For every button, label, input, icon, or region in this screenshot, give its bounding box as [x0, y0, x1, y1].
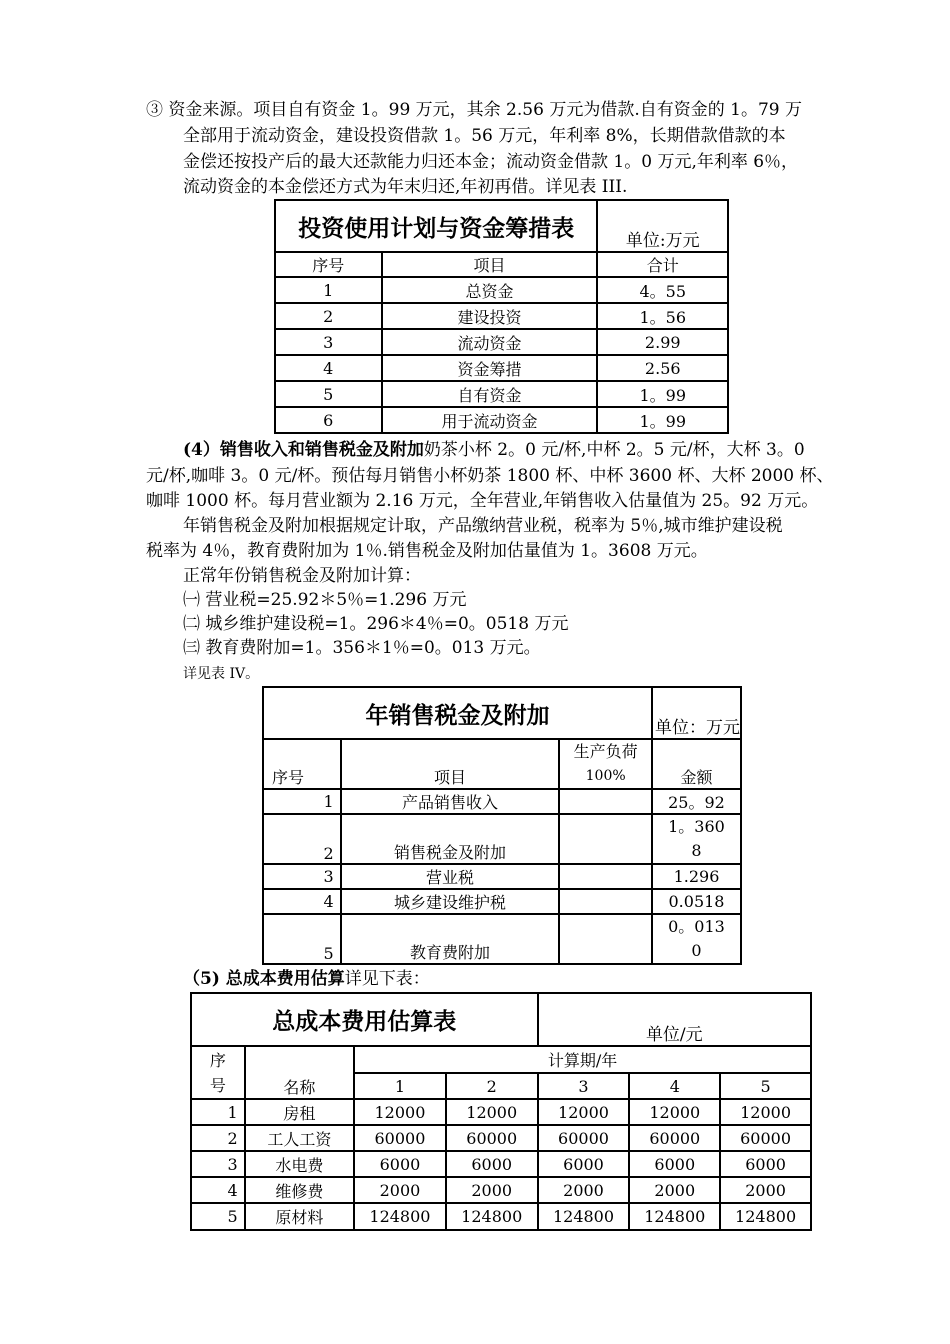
cell-load: [559, 864, 652, 889]
cell-load: [559, 789, 652, 814]
sales-line-3: 咖啡 1000 杯。每月营业额为 2.16 万元，全年营业,年销售收入估量值为 25。92 万元。: [146, 491, 819, 511]
sales-line-6: 正常年份销售税金及附加计算：: [183, 566, 421, 586]
cell-value: 124800: [629, 1203, 720, 1230]
cell-no: 4: [191, 1177, 245, 1203]
cell-amount: [652, 914, 741, 964]
table-row: [263, 889, 741, 914]
cell-item: 产品销售收入: [341, 789, 560, 814]
cell-value: 6000: [354, 1151, 446, 1177]
cell-item: 城乡建设维护税: [341, 889, 560, 914]
cell-no: 2: [275, 303, 382, 329]
amount-part-2: 8: [691, 841, 702, 860]
table4-header-no: 序号: [263, 739, 341, 789]
table-row: [191, 1177, 811, 1203]
table-row: [263, 789, 741, 814]
cell-load: [559, 889, 652, 914]
cell-item: 总资金: [382, 277, 598, 303]
total-cost-table: [190, 992, 812, 1231]
cell-value: 60000: [720, 1125, 811, 1151]
cell-item: 资金筹措: [382, 355, 598, 381]
cell-value: 124800: [538, 1203, 630, 1230]
sales-line-4: 年销售税金及附加根据规定计取，产品缴纳营业税，税率为 5％,城市维护建设税: [183, 516, 783, 536]
cell-value: 6000: [629, 1151, 720, 1177]
cell-value: 12000: [354, 1099, 446, 1125]
cell-no: 5: [191, 1203, 245, 1230]
calc-line-3: ㈢ 教育费附加=1。356＊1％=0。013 万元。: [183, 638, 541, 658]
capital-line-4: 流动资金的本金偿还方式为年末归还,年初再借。详见表 III.: [183, 177, 628, 197]
amount-part-1: 0。013: [668, 917, 725, 936]
cell-value: 6000: [446, 1151, 538, 1177]
cell-item: 销售税金及附加: [341, 814, 560, 864]
cell-name: 维修费: [245, 1177, 354, 1203]
cell-load: [559, 814, 652, 864]
cell-item: 营业税: [341, 864, 560, 889]
table3-unit: 单位:万元: [597, 200, 728, 252]
table5-header-period: 计算期/年: [354, 1046, 811, 1073]
cell-value: 12000: [629, 1099, 720, 1125]
cell-name: 工人工资: [245, 1125, 354, 1151]
cell-no: 1: [275, 277, 382, 303]
cell-value: 2000: [720, 1177, 811, 1203]
cell-amount: [652, 814, 741, 864]
cell-no: 3: [191, 1151, 245, 1177]
header-no-part-2: 号: [209, 1075, 226, 1095]
cell-no: 5: [263, 914, 341, 964]
sales-line-1: [183, 438, 805, 462]
cell-value: 60000: [446, 1125, 538, 1151]
load-label: 生产负荷: [573, 742, 638, 761]
cell-amount: 25。92: [652, 789, 741, 814]
load-percent: 100%: [585, 768, 626, 784]
cell-item: 教育费附加: [341, 914, 560, 964]
table4-unit: 单位：万元: [652, 687, 741, 739]
capital-line-2: 全部用于流动资金，建设投资借款 1。56 万元，年利率 8%，长期借款借款的本: [183, 126, 786, 146]
cell-item: 自有资金: [382, 381, 598, 407]
cell-total: 4。55: [597, 277, 728, 303]
cell-no: 2: [263, 814, 341, 864]
table3-header-no: 序号: [275, 252, 382, 277]
cell-value: 2000: [538, 1177, 630, 1203]
cell-no: 3: [263, 864, 341, 889]
cell-value: 124800: [446, 1203, 538, 1230]
table5-header-no: [191, 1046, 245, 1099]
cell-value: 6000: [720, 1151, 811, 1177]
calc-line-1: ㈠ 营业税=25.92＊5％=1.296 万元: [183, 590, 467, 610]
sales-heading: (4）销售收入和销售税金及附加: [183, 440, 424, 460]
sales-line-2: 元/杯,咖啡 3。0 元/杯。预估每月销售小杯奶茶 1800 杯、中杯 3600 杯、大杯 2000 杯、: [146, 466, 834, 486]
sales-text: 奶茶小杯 2。0 元/杯,中杯 2。5 元/杯，大杯 3。0: [423, 440, 805, 460]
table-row: [275, 355, 728, 381]
year-5: 5: [720, 1073, 811, 1099]
cell-value: 12000: [538, 1099, 630, 1125]
cell-value: 2000: [446, 1177, 538, 1203]
year-1: 1: [354, 1073, 446, 1099]
cell-no: 2: [191, 1125, 245, 1151]
header-no-part-1: 序: [209, 1050, 226, 1070]
cell-value: 6000: [538, 1151, 630, 1177]
sales-line-5: 税率为 4％，教育费附加为 1％.销售税金及附加估量值为 1。3608 万元。: [146, 541, 708, 561]
cell-name: 原材料: [245, 1203, 354, 1230]
cell-value: 2000: [629, 1177, 720, 1203]
cell-total: 1。99: [597, 381, 728, 407]
cell-no: 4: [263, 889, 341, 914]
table3-title: 投资使用计划与资金筹措表: [275, 200, 597, 252]
table4-header-load: [559, 739, 652, 789]
table4-header-item: 项目: [341, 739, 560, 789]
cell-value: 60000: [538, 1125, 630, 1151]
capital-line-1: ③ 资金来源。项目自有资金 1。99 万元，其余 2.56 万元为借款.自有资金的 1。79 万: [146, 100, 802, 120]
cell-value: 60000: [629, 1125, 720, 1151]
cell-value: 12000: [446, 1099, 538, 1125]
calc-line-2: ㈡ 城乡维护建设税=1。296＊4％=0。0518 万元: [183, 614, 569, 634]
see-table-4: 详见表 IV。: [183, 666, 260, 682]
investment-plan-table: [274, 199, 729, 434]
table-row: [275, 329, 728, 355]
cell-total: 2.56: [597, 355, 728, 381]
cell-load: [559, 914, 652, 964]
cell-no: 4: [275, 355, 382, 381]
cost-tail: 详见下表：: [344, 969, 430, 989]
amount-part-2: 0: [691, 941, 702, 960]
capital-line-3: 金偿还按投产后的最大还款能力归还本金；流动资金借款 1。0 万元,年利率 6％，: [183, 152, 799, 172]
sales-tax-table: [262, 686, 742, 965]
cell-no: 5: [275, 381, 382, 407]
amount-part-1: 1。360: [668, 817, 725, 836]
cell-name: 房租: [245, 1099, 354, 1125]
table-row: [191, 1125, 811, 1151]
cell-total: 1。99: [597, 407, 728, 433]
table4-header-amount: 金额: [652, 739, 741, 789]
cell-value: 60000: [354, 1125, 446, 1151]
cost-heading-line: [183, 967, 430, 991]
cell-value: 12000: [720, 1099, 811, 1125]
table-row: [263, 914, 741, 964]
table3-header-total: 合计: [597, 252, 728, 277]
table5-unit: 单位/元: [538, 993, 811, 1046]
cell-item: 用于流动资金: [382, 407, 598, 433]
cell-no: 1: [191, 1099, 245, 1125]
year-2: 2: [446, 1073, 538, 1099]
cell-value: 124800: [720, 1203, 811, 1230]
cell-name: 水电费: [245, 1151, 354, 1177]
table-row: [263, 864, 741, 889]
cost-heading: （5) 总成本费用估算: [183, 969, 345, 989]
table-row: [275, 303, 728, 329]
table-row: [191, 1203, 811, 1230]
table-row: [191, 1099, 811, 1125]
table5-header-name: 名称: [245, 1046, 354, 1099]
cell-value: 2000: [354, 1177, 446, 1203]
table-row: [275, 407, 728, 433]
table-row: [275, 381, 728, 407]
year-4: 4: [629, 1073, 720, 1099]
table4-title: 年销售税金及附加: [263, 687, 652, 739]
year-3: 3: [538, 1073, 630, 1099]
table-row: [263, 814, 741, 864]
table3-header-item: 项目: [382, 252, 598, 277]
cell-value: 124800: [354, 1203, 446, 1230]
cell-no: 1: [263, 789, 341, 814]
table-row: [191, 1151, 811, 1177]
cell-total: 1。56: [597, 303, 728, 329]
cell-item: 建设投资: [382, 303, 598, 329]
cell-no: 3: [275, 329, 382, 355]
cell-item: 流动资金: [382, 329, 598, 355]
cell-amount: 1.296: [652, 864, 741, 889]
cell-total: 2.99: [597, 329, 728, 355]
table-row: [275, 277, 728, 303]
cell-amount: 0.0518: [652, 889, 741, 914]
cell-no: 6: [275, 407, 382, 433]
table5-title: 总成本费用估算表: [191, 993, 538, 1046]
